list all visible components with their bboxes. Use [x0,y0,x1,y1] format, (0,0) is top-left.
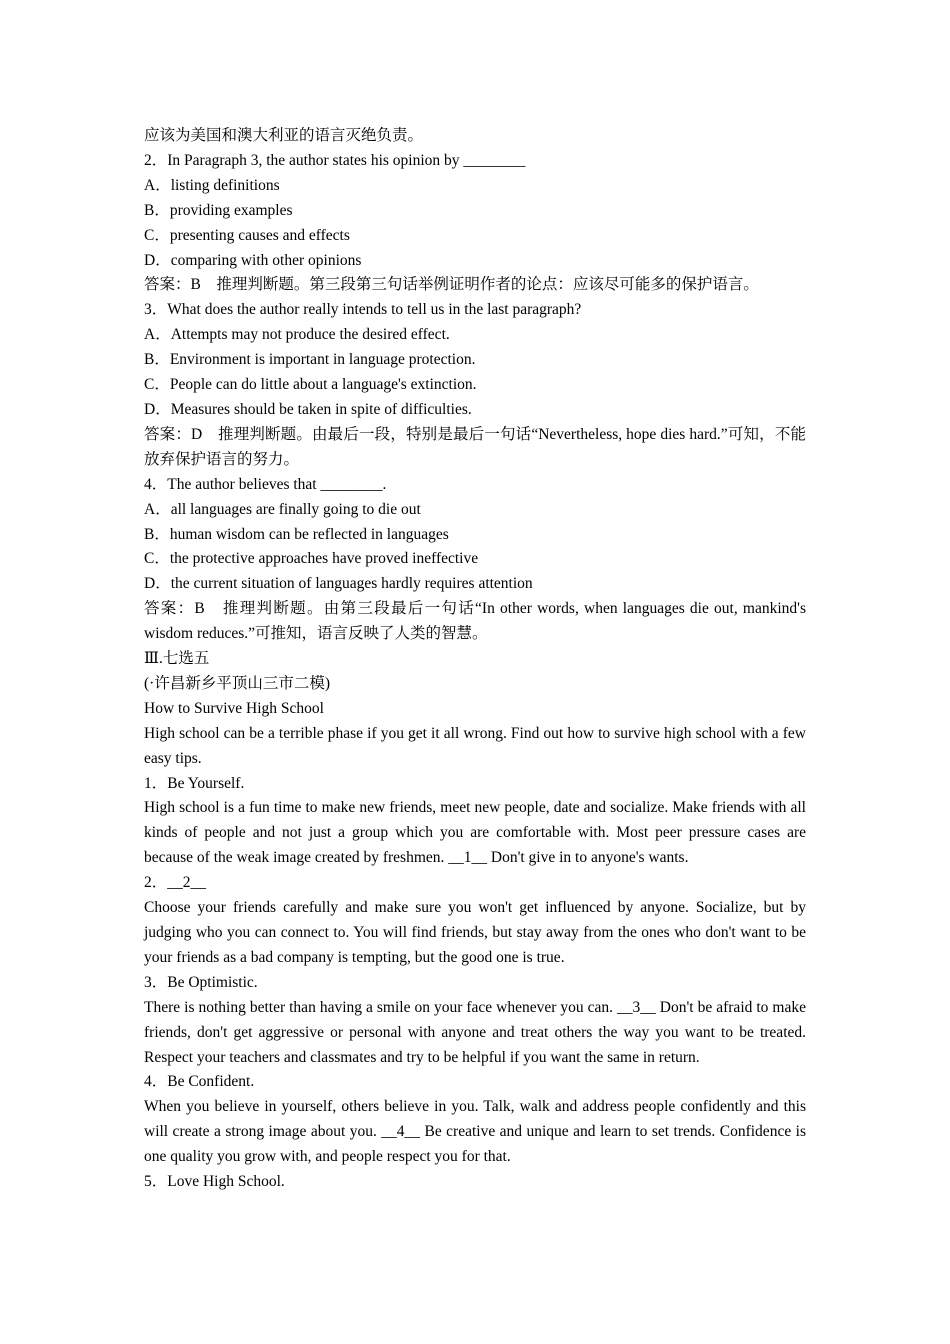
paragraph: 答案：B 推理判断题。由第三段最后一句话“In other words, when languages die out, mankind's wisdom reduces.”可推知，语言反映了人类的智慧。 [144,600,806,643]
paragraph: 答案：D 推理判断题。由最后一段，特别是最后一句话“Nevertheless, hope dies hard.”可知，不能放弃保护语言的努力。 [144,425,806,468]
text-line: 5．Love High School. [144,1173,285,1191]
text-line: A．Attempts may not produce the desired effect. [144,326,450,344]
text-line: C．presenting causes and effects [144,226,350,244]
document-body [144,124,806,1195]
text-line: (·许昌新乡平顶山三市二模) [144,674,330,692]
text-line: D．the current situation of languages hardly requires attention [144,575,533,593]
text-line: B．human wisdom can be reflected in languages [144,525,449,543]
text-line: How to Survive High School [144,699,324,717]
paragraph: Choose your friends carefully and make sure you won't get influenced by anyone. Socialize, but by judging who you can connect to. You will find friends, but stay away from the ones who don't want to be your friends as a bad company is tempting, but the good one is true. [144,899,806,966]
text-line: Ⅲ.七选五 [144,650,210,668]
text-line: 3．What does the author really intends to tell us in the last paragraph? [144,301,582,319]
text-line: A．listing definitions [144,176,280,194]
paragraph: High school can be a terrible phase if you get it all wrong. Find out how to survive high school with a few easy tips. [144,724,806,767]
text-line: B．providing examples [144,201,293,219]
text-line: 2．__2__ [144,874,207,892]
text-line: 4．Be Confident. [144,1073,255,1091]
text-line: A．all languages are finally going to die out [144,500,421,518]
text-line: 答案：B 推理判断题。第三段第三句话举例证明作者的论点：应该尽可能多的保护语言。 [144,276,759,294]
text-line: B．Environment is important in language protection. [144,351,476,369]
text-line: D．comparing with other opinions [144,251,362,269]
text-line: 2．In Paragraph 3, the author states his opinion by ________ [144,151,526,169]
paragraph: High school is a fun time to make new friends, meet new people, date and socialize. Make friends with all kinds of people and not just a group which you are comfortable with. Most peer pressure cases are because of the weak image created by freshmen. __1__ Don't give in to anyone's wants. [144,799,806,867]
text-line: C．People can do little about a language's extinction. [144,376,477,394]
text-line: D．Measures should be taken in spite of difficulties. [144,400,472,418]
text-line: 1．Be Yourself. [144,774,245,792]
paragraph: There is nothing better than having a smile on your face whenever you can. __3__ Don't be afraid to make friends, don't get aggressive or personal with anyone and treat others the way you want to be treated. Respect your teachers and classmates and try to be helpful if you want the same in return. [144,998,806,1066]
text-line: C．the protective approaches have proved ineffective [144,550,479,568]
text-line: 应该为美国和澳大利亚的语言灭绝负责。 [144,127,424,144]
text-line: 3．Be Optimistic. [144,973,258,991]
paragraph: When you believe in yourself, others believe in you. Talk, walk and address people confidently and this will create a strong image about you. __4__ Be creative and unique and learn to set trends. Confidence is one quality you grow with, and people respect you for that. [144,1098,806,1166]
text-line: 4．The author believes that ________. [144,475,387,493]
